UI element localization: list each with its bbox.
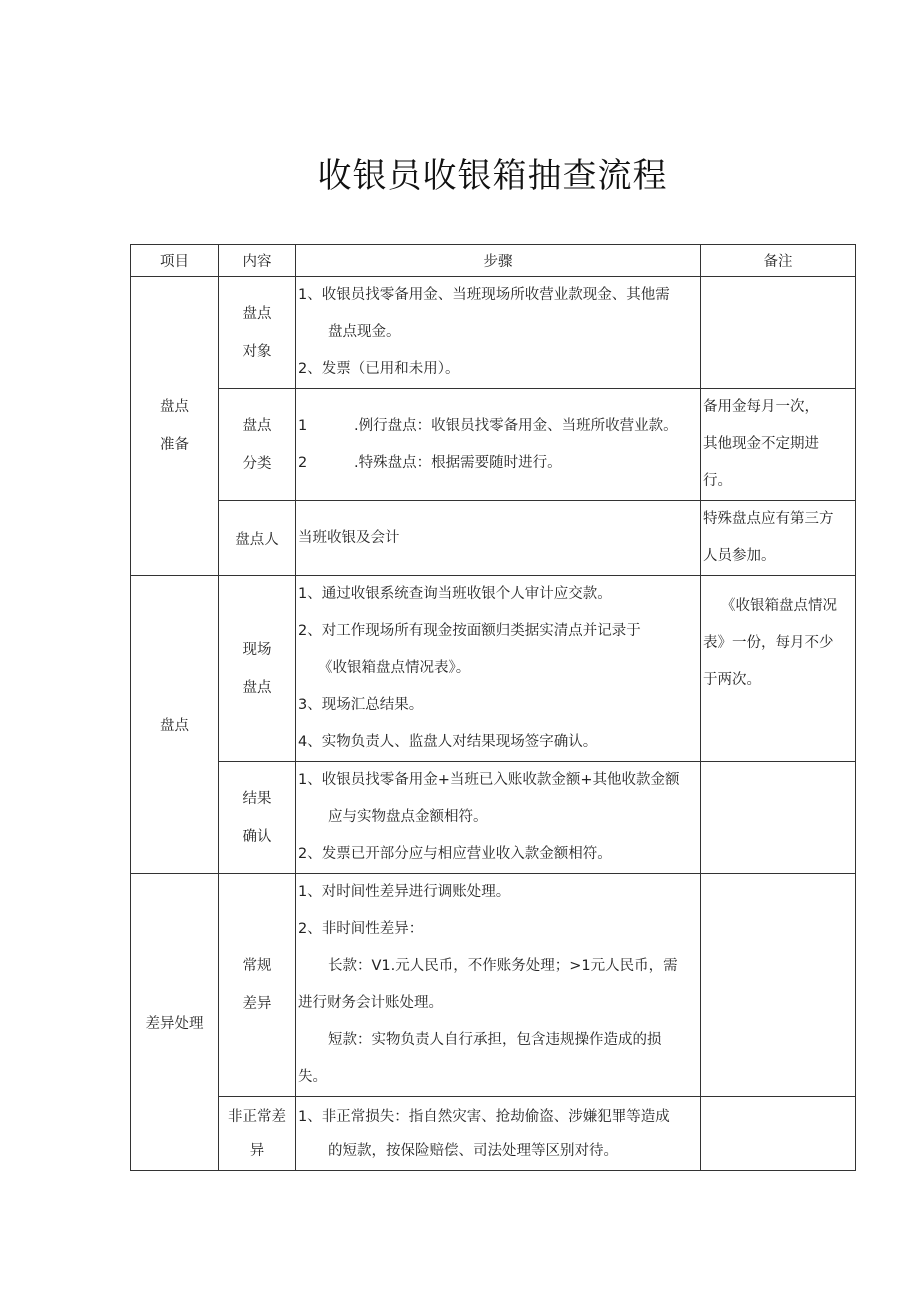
item-cell-prep: 盘点 准备 [131,277,219,576]
table-row [131,389,856,501]
list-item: 1 .例行盘点：收银员找零备用金、当班所收营业款。 [298,417,678,434]
list-item: 2 .特殊盘点：根据需要随时进行。 [298,454,562,471]
notes-cell: 备用金每月一次， 其他现金不定期进 行。 [701,389,856,501]
content-cell: 盘点人 [219,501,296,576]
notes-cell [701,277,856,389]
notes-cell [701,874,856,1097]
table-row [131,576,856,762]
notes-cell [701,762,856,874]
header-item: 项目 [131,245,219,277]
steps-cell: 1、对时间性差异进行调账处理。 2、非时间性差异： 长款：V1.元人民币，不作账务处理；>1元人民币，需 进行财务会计账处理。 短款：实物负责人自行承担，包含违规操作造成的损 失。 [296,874,701,1097]
content-cell: 盘点 对象 [219,277,296,389]
content-cell: 结果 确认 [219,762,296,874]
steps-cell [296,389,701,501]
header-content: 内容 [219,245,296,277]
item-cell-diff: 差异处理 [131,874,219,1171]
notes-cell [701,1097,856,1171]
steps-cell: 1、收银员找零备用金+当班已入账收款金额+其他收款金额 应与实物盘点金额相符。 2、发票已开部分应与相应营业收入款金额相符。 [296,762,701,874]
content-cell: 盘点 分类 [219,389,296,501]
header-row [131,245,856,277]
steps-cell: 1、收银员找零备用金、当班现场所收营业款现金、其他需 盘点现金。 2、发票（已用和未用）。 [296,277,701,389]
table-row [131,1097,856,1171]
procedure-table [130,244,856,1171]
header-notes: 备注 [701,245,856,277]
content-cell: 非正常差 异 [219,1097,296,1171]
content-cell: 常规 差异 [219,874,296,1097]
steps-cell: 当班收银及会计 [296,501,701,576]
content-cell: 现场 盘点 [219,576,296,762]
steps-cell: 1、非正常损失：指自然灾害、抢劫偷盗、涉嫌犯罪等造成 的短款，按保险赔偿、司法处理等区别对待。 [296,1097,701,1171]
item-cell-count: 盘点 [131,576,219,874]
table-row [131,874,856,1097]
notes-cell: 《收银箱盘点情况 表》一份，每月不少 于两次。 [701,576,856,762]
table-row [131,277,856,389]
header-steps: 步骤 [296,245,701,277]
steps-cell: 1、通过收银系统查询当班收银个人审计应交款。 2、对工作现场所有现金按面额归类据实清点并记录于 《收银箱盘点情况表》。 3、现场汇总结果。 4、实物负责人、监盘人对结果现场签字确认。 [296,576,701,762]
notes-cell: 特殊盘点应有第三方 人员参加。 [701,501,856,576]
table-row [131,762,856,874]
table-row [131,501,856,576]
page-title: 收银员收银箱抽查流程 [317,156,668,196]
